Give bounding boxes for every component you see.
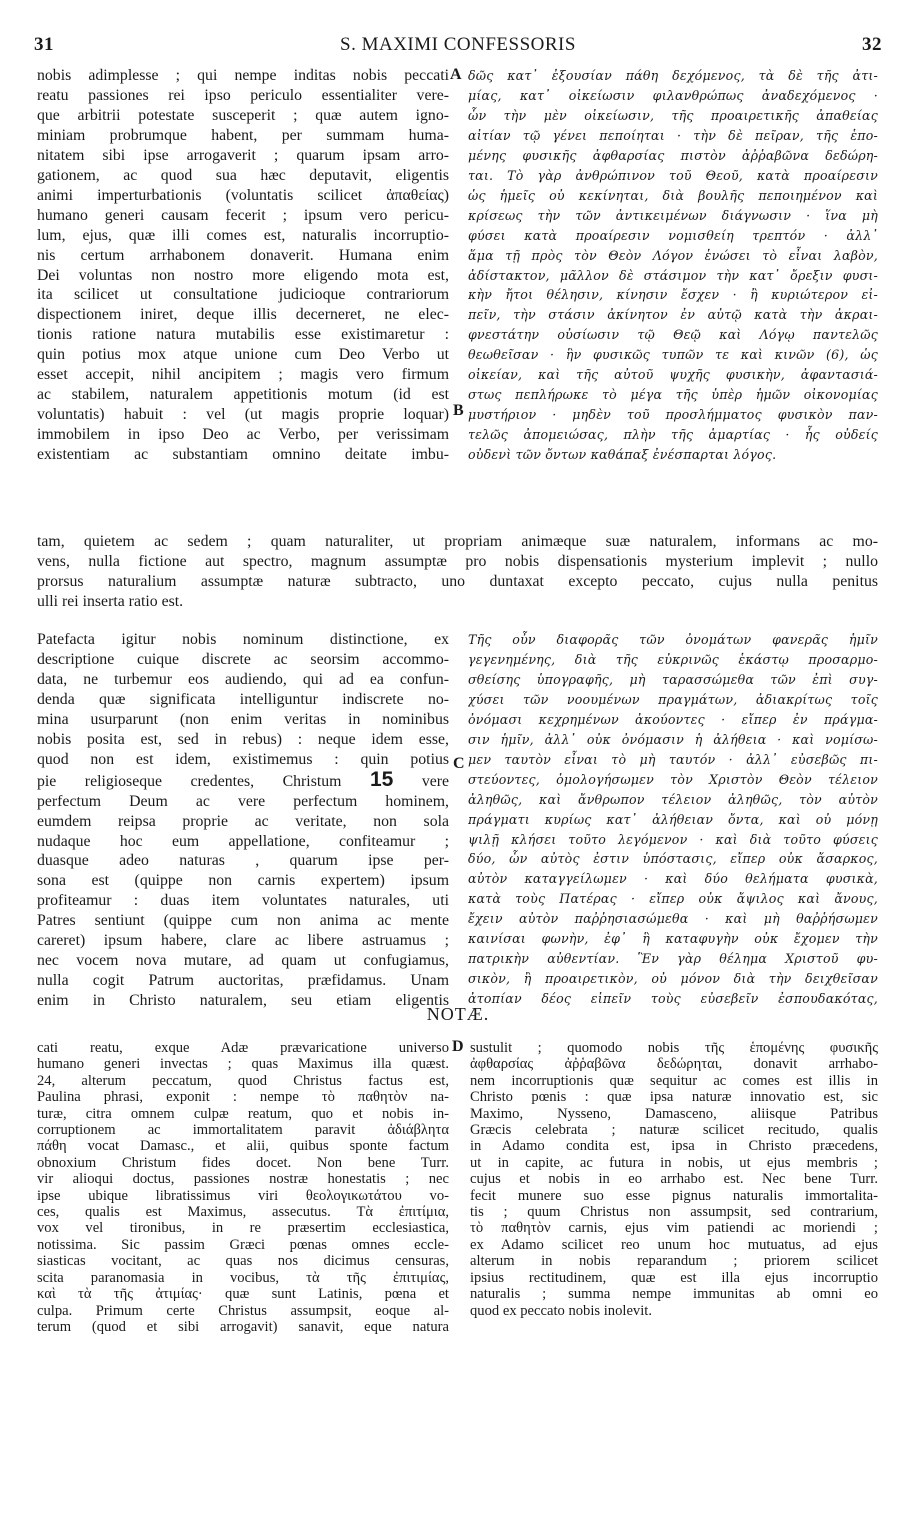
notes-right-column xyxy=(470,1040,878,1319)
text-line: χύσει τῶν νοουμένων πραγμάτων, ἀδιακρίτως τοῖς xyxy=(468,691,878,707)
section2-greek-column xyxy=(468,630,878,1009)
section1-greek-column xyxy=(468,66,878,465)
note-line: nem incorruptionis quæ sequitur ac comes est illis in xyxy=(470,1072,878,1089)
line-text: pie religioseque credentes, Christum xyxy=(37,772,342,790)
text-line: αὐτὸν καταγγείλωμεν · καὶ δύο θελήματα φυσικὰ, xyxy=(468,871,878,887)
text-line: ἅμα τῇ πρὸς τὸν Θεὸν Λόγον ἑνώσει τὸ εἶναι λαβὸν, xyxy=(468,247,878,263)
text-line: nobis adimplesse ; qui nempe inditas nobis peccati xyxy=(37,67,449,84)
text-line: δῶς κατ᾽ ἐξουσίαν πάθη δεχόμενος, τὰ δὲ τῆς ἀτι- xyxy=(468,68,878,83)
text-line: nulla cogit Patrum auctoritas, præfidamus. Unam xyxy=(37,972,449,990)
note-line: ipsius rectitudinem, quæ est illa ejus incorruptio xyxy=(470,1269,878,1286)
text-line: οὐδενὶ τῶν ὄντων καθάπαξ ἐνέσπαρται λόγος. xyxy=(468,447,777,463)
note-line: ipse ubique libratissimus viri θεολογικωτάτου vo- xyxy=(37,1187,449,1204)
note-line: alterum in nobis reparandum ; priorem scilicet xyxy=(470,1253,878,1270)
note-line: Christo pœnis : quæ ipsa naturæ innovatio est, sic xyxy=(470,1089,878,1106)
text-line: κὴν ἤτοι θέλησιν, κίνησιν ἔσχεν · ἢ κυριώτερον εἰ- xyxy=(468,287,878,303)
note-line: Maximo, Nysseno, Damasceno, aliisque Patribus xyxy=(470,1105,878,1122)
note-line: obnoxium Christum fides docet. Non bene Turr. xyxy=(37,1154,449,1171)
text-line: tionis ratione natura mutabilis esse existimaretur : xyxy=(37,326,449,344)
text-line: mina usurparunt (non enim veritas in nominibus xyxy=(37,710,449,728)
text-line: voluntatis) habuit : vel (ut magis proprie loquar) xyxy=(37,406,449,424)
note-line: vir alioqui doctus, passiones nostræ honestatis ; nec xyxy=(37,1171,449,1188)
text-line: lum, ejus, quæ illi comes est, naturalis incorruptio- xyxy=(37,226,449,244)
text-line: Τῆς οὖν διαφορᾶς τῶν ὀνομάτων φανερᾶς ἡμῖν xyxy=(468,632,878,647)
text-line: ἀτοπίαν δέος εἰπεῖν τοὺς εὐσεβεῖν ἐσπουδακότας, xyxy=(468,991,878,1007)
text-line: ὡς ἡμεῖς οὐ κεκίνηται, διὰ βουλῆς πεποιημένον καὶ xyxy=(468,187,878,203)
text-line: careret) ipsum habere, clare ac libere astruamus ; xyxy=(37,932,449,950)
text-line: τελῶς ἀπομειώσας, πλὴν τῆς ἁμαρτίας · ἧς οὐδείς xyxy=(468,427,878,443)
text-line: Patres sentiunt (quippe cum non anima ac mente xyxy=(37,912,449,930)
text-line: reatu passiones rei ipso periculo essentialiter vere- xyxy=(37,86,449,104)
text-line: denda quæ significata intelliguntur indiscrete no- xyxy=(37,690,449,708)
text-line: δύο, ὧν αὐτὸς ἐστιν ὑπόστασις, εἴπερ οὐκ ἄσαρκος, xyxy=(468,851,878,867)
text-line: πατρικὴν αὐθεντίαν. Ἓν γὰρ θέλημα Χριστοῦ φυ- xyxy=(468,951,878,967)
note-line: Græcis celebrata ; naturæ scilicet recitudo, qualis xyxy=(470,1122,878,1139)
page-number-right: 32 xyxy=(862,34,882,55)
text-line: nec vocem nova mutare, ad quam ut confugiamus, xyxy=(37,952,449,970)
text-line: στεύοντες, ὁμολογήσωμεν τὸν Χριστὸν Θεὸν τέλειον xyxy=(468,771,878,787)
text-line: ὀνόμασι κεχρημένων ἀκούοντες · εἴπερ ἐν πράγμα- xyxy=(468,711,878,727)
text-line: animi imperturbationis (voluntatis scilicet ἀπαθείας) xyxy=(37,186,449,204)
note-line: naturalis ; summa nempe immunitas ab omni eo xyxy=(470,1286,878,1303)
text-line: Patefacta igitur nobis nominum distinctione, ex xyxy=(37,631,449,648)
notes-left-column xyxy=(37,1040,449,1335)
text-line: ψιλῇ κλήσει τοῦτο λεγόμενον · καὶ διὰ τοῦτο φύσεις xyxy=(468,831,878,847)
text-line: πεῖν, τὴν στάσιν ἀκίνητον ἐν αὐτῷ κατὰ τὴν ἀκραι- xyxy=(468,307,878,323)
text-line: nitatem sibi ipse arrogaverit ; quarum ipsam arro- xyxy=(37,146,449,164)
text-line: μεν ταυτὸν εἶναι τὸ μὴ ταυτόν · ἀλλ᾽ εὐσεβῶς πι- xyxy=(468,751,878,767)
text-line xyxy=(37,770,449,792)
text-line: ἀδίστακτον, μᾶλλον δὲ στάσιμον τὴν κατ᾽ ὄρεξιν φυσι- xyxy=(468,267,878,283)
text-line: data, ne turbemur eos audiendo, qui ad ea confun- xyxy=(37,670,449,688)
margin-mark-d: D xyxy=(452,1038,464,1055)
text-line: prorsus naturalium assumptæ naturæ subtracto, uno duntaxat excepto peccato, cujus nulla penitus xyxy=(37,572,878,590)
note-line: ἀφθαρσίας ἀῤῥαβῶνα δεδώρηται, donavit arrhabo- xyxy=(470,1056,878,1073)
text-line: μένης φυσικῆς ἀφθαρσίας πιστὸν ἀῤῥαβῶνα δεδώρη- xyxy=(468,147,878,163)
text-line: μυστήριον · μηδὲν τοῦ προσλήμματος φυσικὸν παν- xyxy=(468,407,878,423)
note-line: notissima. Sic passim Græci pœnas omnes eccle- xyxy=(37,1236,449,1253)
text-line: eumdem reipsa proprie ac veritate, non sola xyxy=(37,812,449,830)
note-line: scita paranomasia in vocibus, τὰ τῆς ἐπιτιμίας, xyxy=(37,1269,449,1286)
text-line: esset accepit, nihil ancipitem ; magis vero firmum xyxy=(37,366,449,384)
text-line: enim in Christo naturalem, seu etiam eligentis xyxy=(37,992,449,1010)
note-line: Paulina phrasi, exponit : nempe τὸ παθητὸν na- xyxy=(37,1089,449,1106)
note-line: cujus et nobis in eo arrhabo est. Nec bene Turr. xyxy=(470,1171,878,1188)
section1-latin-column xyxy=(37,66,449,465)
text-line: dispectionem iniret, deque illis decerneret, ne elec- xyxy=(37,306,449,324)
note-line: terum (quod et sibi arrogavit) sanavit, eque natura xyxy=(37,1318,449,1335)
margin-mark-b: B xyxy=(453,402,464,419)
column-number: 15 xyxy=(369,769,394,791)
text-line: ται. Τὸ γὰρ ἀνθρώπινον τοῦ Θεοῦ, κατὰ προαίρεσιν xyxy=(468,167,878,183)
note-line: cati reatu, exque Adæ prævaricatione universo xyxy=(37,1040,449,1056)
text-line: existentiam ac substantiam omnino deitate imbu- xyxy=(37,446,449,464)
text-line: αἰτίαν τῷ γένει πεποίηται · τὴν δὲ πεῖραν, τῆς ἑπο- xyxy=(468,127,878,143)
note-line: quod ex peccato nobis inolevit. xyxy=(470,1302,652,1319)
note-line: 24, alterum peccatum, quod Christus factus est, xyxy=(37,1072,449,1089)
text-line: κατὰ τοὺς Πατέρας · εἴπερ οὐκ ἄψιλος καὶ ἄνους, xyxy=(468,891,878,907)
section1-fullwidth-text xyxy=(37,532,878,612)
text-line: profiteamur : duas item voluntates naturales, uti xyxy=(37,892,449,910)
note-line: καὶ τὰ τῆς ἀτιμίας· quæ sunt Latinis, pœna et xyxy=(37,1286,449,1303)
text-line: γεγενημένης, διὰ τῆς εὐκρινῶς ἑκάστῳ προσαρμο- xyxy=(468,651,878,667)
text-line: σθείσης ὑπογραφῆς, μὴ ταρασσώμεθα τῶν ἐπὶ συγ- xyxy=(468,671,878,687)
page-number-left: 31 xyxy=(34,34,54,55)
note-line: vox vel tironibus, in re præsertim ecclesiastica, xyxy=(37,1220,449,1237)
note-line: humano generi invectas ; quas Maximus illa quæst. xyxy=(37,1056,449,1073)
text-line: ἔχειν αὐτὸν παῤῥησιασώμεθα · καὶ μὴ θαῤῥήσωμεν xyxy=(468,911,878,927)
text-line: nobis posita est, sed in rebus) : neque idem esse, xyxy=(37,730,449,748)
text-line: nis certum arrhabonem donaverit. Humana enim xyxy=(37,246,449,264)
text-line: θεωθεῖσαν · ἣν φυσικῶς τυπῶν τε καὶ κινῶν (6), ὡς xyxy=(468,347,878,363)
text-line: οἰκείαν, καὶ τῆς αὐτοῦ ψυχῆς φυσικὴν, ἀφαντασιά- xyxy=(468,367,878,383)
text-line: que arbitrii potestate susceperit ; quæ autem igno- xyxy=(37,106,449,124)
text-line: μίας, κατ᾽ οἰκείωσιν φιλανθρώπως ἀναδεχόμενος · xyxy=(468,87,878,103)
text-line: πράγματι κυρίως κατ᾽ ἀλήθειαν ὄντα, καὶ οὐ μόνῃ xyxy=(468,811,878,827)
text-line: tam, quietem ac sedem ; quam naturaliter, ut propriam animæque suæ naturalem, informans ac mo- xyxy=(37,533,878,550)
note-line: ex Adamo scilicet reo unum hoc mutuatus, ad ejus xyxy=(470,1236,878,1253)
text-line: ὧν τὴν μὲν οἰκείωσιν, τῆς προαιρετικῆς ἀπαθείας xyxy=(468,107,878,123)
notes-heading: NOTÆ. xyxy=(426,1004,490,1024)
text-line: gationem, ac quod sua hæc deputavit, eligentis xyxy=(37,166,449,184)
text-line: κρίσεως τὴν τῶν ἀντικειμένων διάγνωσιν · ἵνα μὴ xyxy=(468,207,878,223)
text-line: ac stabilem, naturalem appetitionis motum (id est xyxy=(37,386,449,404)
text-line: miniam probrumque habent, per summam huma- xyxy=(37,126,449,144)
note-line: ut in capite, ac futura in nobis, ut ejus membris ; xyxy=(470,1154,878,1171)
text-line: φύσει κατὰ προαίρεσιν νομισθείη τρεπτόν · ἀλλ᾽ xyxy=(468,227,878,243)
note-line: corruptionem ac immortalitatem paravit ἀδιάβλητα xyxy=(37,1122,449,1139)
note-line: tis ; quum Christus non assumpsit, sed contrarium, xyxy=(470,1204,878,1221)
text-line: vens, nulla fictione aut spectro, magnum assumptæ pro nobis dispensationis mysterium implevit ; nullo xyxy=(37,552,878,570)
note-line: culpa. Primum certe Christus assumpsit, eoque al- xyxy=(37,1302,449,1319)
text-line: φνεστάτην οὐσίωσιν τῷ Θεῷ καὶ Λόγῳ παντελῶς xyxy=(468,327,878,343)
margin-mark-a: A xyxy=(450,66,462,83)
text-line: ulli rei inserta ratio est. xyxy=(37,592,184,610)
text-line: καινίσαι φωνὴν, ἐφ᾽ ἣ καταφυγὴν οὐκ ἔχομεν τὴν xyxy=(468,931,878,947)
note-line: πάθη vocat Damasc., et alii, quibus sponte factum xyxy=(37,1138,449,1155)
text-line: descriptione cuique discrete ac seorsim accommo- xyxy=(37,650,449,668)
running-header xyxy=(34,34,882,60)
note-line: in Adamo condita est, ipsa in Christo præcedens, xyxy=(470,1138,878,1155)
text-line: σιν ἡμῖν, ἀλλ᾽ οὐκ ὀνόμασιν ἡ ἀλήθεια · καὶ νομίσω- xyxy=(468,731,878,747)
text-line: perfectum Deum ac vere perfectum hominem, xyxy=(37,792,449,810)
text-line: σικὸν, ἢ προαιρετικὸν, οὐ μόνον διὰ τὴν δειχθεῖσαν xyxy=(468,971,878,987)
note-line: ces, qualis est Maximus, assecutus. Τὰ ἐπιτίμια, xyxy=(37,1204,449,1221)
note-line: siasticas vocitant, ac quas nos dicimus censuras, xyxy=(37,1253,449,1270)
text-line: στως πεπλήρωκε τὸ μέγα τῆς ὑπὲρ ἡμῶν οἰκονομίας xyxy=(468,387,878,403)
text-line: nudaque hoc eum appellatione, confiteamur ; xyxy=(37,832,449,850)
note-line: turæ, citra omnem culpæ reatum, quo et nobis in- xyxy=(37,1105,449,1122)
note-line: τὸ παθητὸν carnis, ejus vim patiendi ac moriendi ; xyxy=(470,1220,878,1237)
note-line: fecit munere suo esse pignus naturalis immortalita- xyxy=(470,1187,878,1204)
line-text: vere xyxy=(421,772,449,790)
text-line: quin potius mox atque unione cum Deo Verbo ut xyxy=(37,346,449,364)
running-title: S. MAXIMI CONFESSORIS xyxy=(340,34,576,55)
section2-latin-column xyxy=(37,630,449,1011)
text-line: ita scilicet ut consultatione judicioque contrariorum xyxy=(37,286,449,304)
note-line: sustulit ; quomodo nobis τῆς ἑπομένης φυσικῆς xyxy=(470,1040,878,1056)
text-line: Dei voluntas non nostro more eligendo mota est, xyxy=(37,266,449,284)
margin-mark-c: C xyxy=(453,755,465,772)
text-line: ἀληθῶς, καὶ ἄνθρωπον τέλειον ἀληθῶς, τὸν αὐτὸν xyxy=(468,791,878,807)
text-line: duasque adeo naturas , quarum ipse per- xyxy=(37,852,449,870)
text-line: sona est (quippe non carnis expertem) ipsum xyxy=(37,872,449,890)
text-line: immobilem in ipso Deo ac Verbo, per verissimam xyxy=(37,426,449,444)
text-line: quod non est idem, existimemus : quin potius xyxy=(37,750,449,768)
text-line: humano generi causam fecerit ; ipsum vero pericu- xyxy=(37,206,449,224)
